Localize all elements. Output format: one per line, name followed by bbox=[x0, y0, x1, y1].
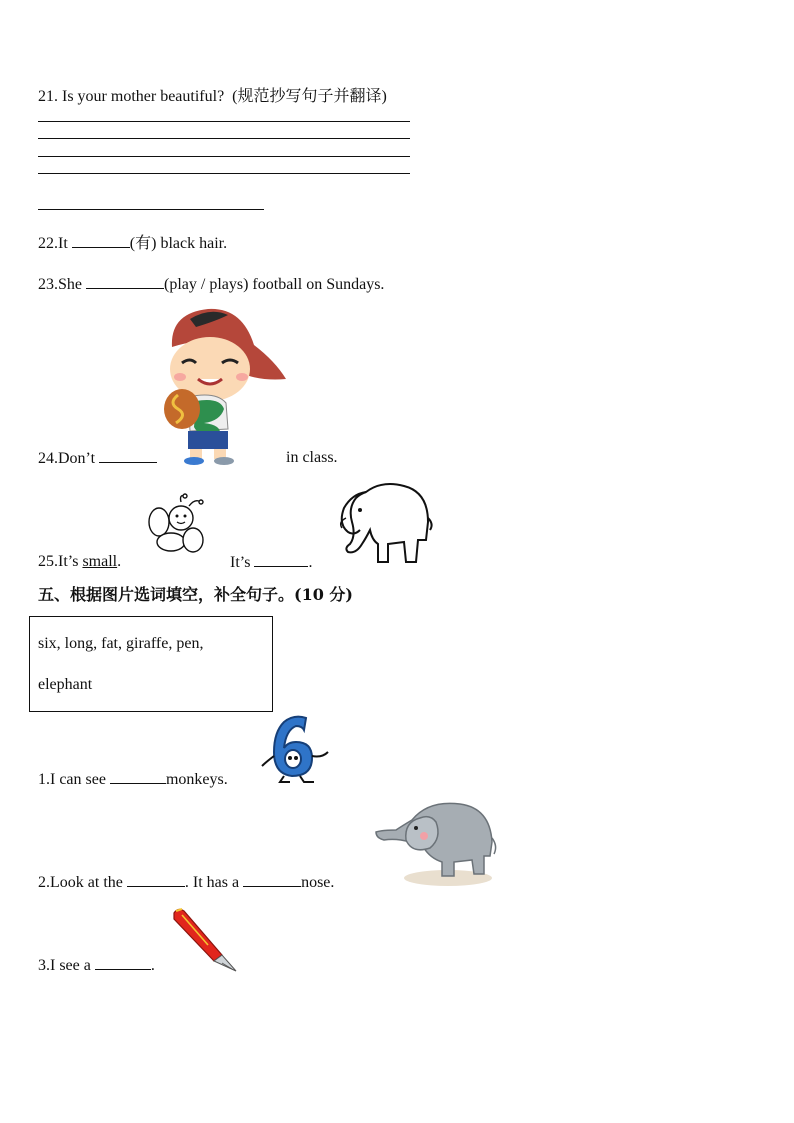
q24-line bbox=[38, 448, 157, 469]
s2-blank2[interactable] bbox=[243, 872, 301, 887]
answer-line-5[interactable] bbox=[38, 209, 264, 210]
q24-prefix: 24.Don’t bbox=[38, 450, 96, 467]
answer-line-1[interactable] bbox=[38, 121, 410, 122]
word-box-line2: elephant bbox=[38, 676, 93, 693]
answer-line-2[interactable] bbox=[38, 138, 410, 139]
q25-line bbox=[38, 552, 121, 572]
s1-prefix: 1.I can see bbox=[38, 771, 106, 788]
q25-end: . bbox=[308, 554, 313, 571]
q21-hint: (规范抄写句子并翻译) bbox=[232, 88, 387, 105]
s3-prefix: 3.I see a bbox=[38, 957, 91, 974]
s2-prefix: 2.Look at the bbox=[38, 874, 123, 891]
answer-line-4[interactable] bbox=[38, 173, 410, 174]
s2-blank1[interactable] bbox=[127, 872, 185, 887]
s2-line bbox=[38, 872, 334, 893]
bee-icon bbox=[145, 492, 207, 562]
number-six-icon bbox=[260, 712, 332, 786]
word-box-line1: six, long, fat, giraffe, pen, bbox=[38, 635, 204, 652]
answer-line-3[interactable] bbox=[38, 156, 410, 157]
q22-suffix: black hair. bbox=[160, 235, 228, 252]
q23-suffix: football on Sundays. bbox=[252, 276, 385, 293]
q22-hint: (有) bbox=[129, 235, 157, 252]
s1-blank[interactable] bbox=[110, 769, 166, 784]
elephant-color-icon bbox=[372, 798, 498, 888]
word-box bbox=[29, 616, 273, 712]
elephant-outline-icon bbox=[332, 478, 434, 566]
q23-line bbox=[38, 274, 384, 295]
s3-blank[interactable] bbox=[95, 955, 151, 970]
q23-blank[interactable] bbox=[86, 274, 164, 289]
boy-with-ball-icon bbox=[160, 305, 290, 465]
q24-suffix: in class. bbox=[286, 449, 338, 466]
fountain-pen-icon bbox=[168, 905, 238, 973]
s1-line bbox=[38, 769, 228, 790]
q21-line bbox=[38, 87, 387, 107]
q25-prefix: 25.It’s bbox=[38, 553, 79, 570]
q23-hint: (play / plays) bbox=[164, 276, 249, 293]
q25-dot: . bbox=[117, 553, 122, 570]
q25-underlined: small bbox=[82, 553, 118, 570]
s3-line bbox=[38, 955, 155, 976]
q22-blank[interactable] bbox=[72, 233, 130, 248]
q22-line bbox=[38, 233, 227, 254]
q25-blank[interactable] bbox=[254, 552, 308, 567]
q25-second-prefix: It’s bbox=[230, 554, 251, 571]
s2-middle: . It has a bbox=[184, 874, 240, 891]
q23-prefix: 23.She bbox=[38, 276, 82, 293]
q21-text: 21. Is your mother beautiful? bbox=[38, 88, 225, 105]
s2-suffix: nose. bbox=[301, 874, 335, 891]
q25-second bbox=[230, 552, 312, 573]
q22-prefix: 22.It bbox=[38, 235, 68, 252]
section5-title: 五、根据图片选词填空，补全句子。(10 分) bbox=[38, 585, 353, 604]
q24-blank[interactable] bbox=[99, 448, 157, 463]
s1-suffix: monkeys. bbox=[165, 771, 228, 788]
s3-suffix: . bbox=[150, 957, 155, 974]
